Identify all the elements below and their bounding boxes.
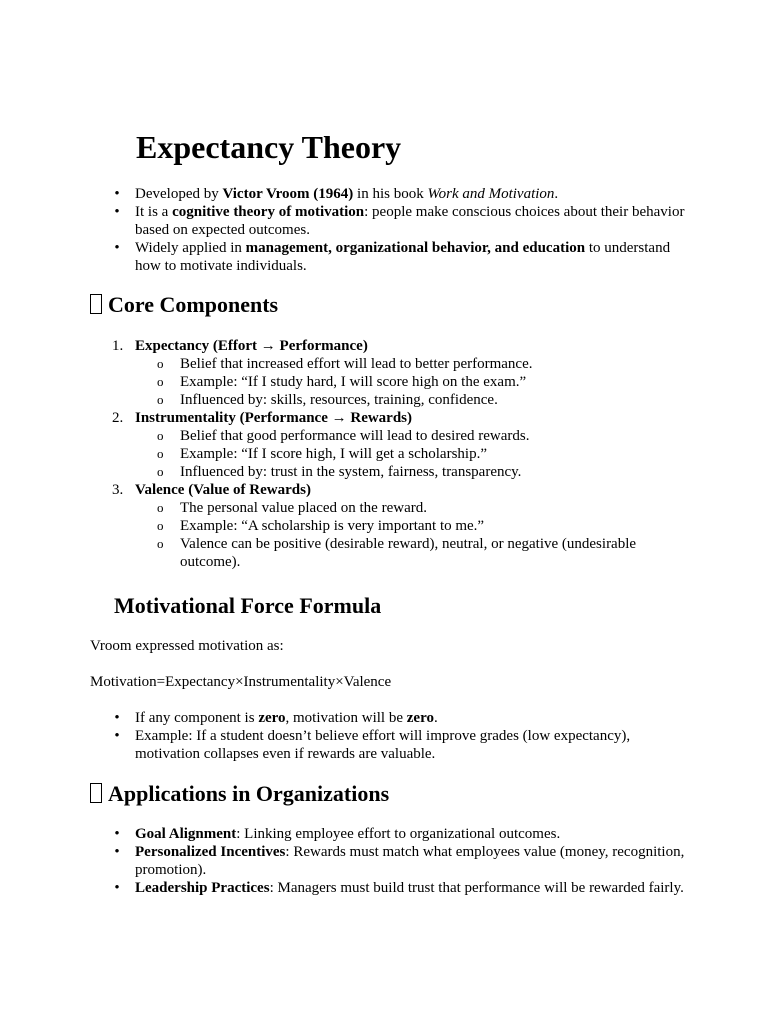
formula-heading: Motivational Force Formula xyxy=(114,593,382,618)
sub-bullet-icon: o xyxy=(157,356,164,371)
sub-list xyxy=(135,355,690,409)
list-item: • Developed by Victor Vroom (1964) in his book Work and Motivation. xyxy=(90,185,690,203)
list-item: • Goal Alignment: Linking employee effort to organizational outcomes. xyxy=(90,825,690,843)
sub-bullet-icon: o xyxy=(157,518,164,533)
sub-list-item: o Belief that good performance will lead to desired rewards. xyxy=(157,428,530,444)
sub-list-item: o Belief that increased effort will lead to better performance. xyxy=(157,356,533,372)
missing-glyph-icon xyxy=(90,294,102,314)
sub-bullet-icon: o xyxy=(157,374,164,389)
applications-list xyxy=(90,825,690,897)
sub-bullet-icon: o xyxy=(157,446,164,461)
sub-list xyxy=(135,427,690,481)
component-label: Valence (Value of Rewards) xyxy=(135,482,311,498)
core-components-heading: Core Components xyxy=(90,291,278,319)
sub-bullet-icon: o xyxy=(157,536,164,551)
list-item: • Widely applied in management, organizational behavior, and education to understand how to motivate individuals. xyxy=(90,239,690,275)
list-item: 3. Valence (Value of Rewards) o The personal value placed on the reward. o Example: “A scholarship is very important to me.” o Valence can be positive (desirable reward), neutral, or negative (undesirable outcome). xyxy=(90,481,690,571)
sub-list-item: o Example: “If I study hard, I will score high on the exam.” xyxy=(157,374,527,390)
component-label: Expectancy (Effort → Performance) xyxy=(135,338,368,354)
bullet-icon: • xyxy=(114,826,120,842)
list-item: • Leadership Practices: Managers must build trust that performance will be rewarded fairly. xyxy=(90,879,690,897)
sub-bullet-icon: o xyxy=(157,464,164,479)
list-item: 1. Expectancy (Effort → Performance) o Belief that increased effort will lead to better performance. o Example: “If I study hard, I will score high on the exam.” o Influenced by: skills, resources, training, confidence. xyxy=(90,337,690,409)
page-title: Expectancy Theory xyxy=(136,129,402,165)
missing-glyph-icon xyxy=(90,783,102,803)
sub-list-item: o Influenced by: skills, resources, training, confidence. xyxy=(157,392,498,408)
sub-list-item: o Valence can be positive (desirable reward), neutral, or negative (undesirable outcome). xyxy=(157,536,637,570)
formula-list xyxy=(90,709,690,763)
list-item: 2. Instrumentality (Performance → Rewards) o Belief that good performance will lead to desired rewards. o Example: “If I score high, I will get a scholarship.” o Influenced by: trust in the system, fairness, transparency. xyxy=(90,409,690,481)
intro-list xyxy=(90,185,690,275)
sub-list-item: o Example: “A scholarship is very important to me.” xyxy=(157,518,485,534)
bullet-icon: • xyxy=(114,728,120,744)
sub-bullet-icon: o xyxy=(157,392,164,407)
sub-list-item: o Example: “If I score high, I will get a scholarship.” xyxy=(157,446,487,462)
list-item: • Personalized Incentives: Rewards must match what employees value (money, recognition, promotion). xyxy=(90,843,690,879)
bullet-icon: • xyxy=(114,204,120,220)
sub-bullet-icon: o xyxy=(157,428,164,443)
bullet-icon: • xyxy=(114,240,120,256)
list-item: • Example: If a student doesn’t believe effort will improve grades (low expectancy), motivation collapses even if rewards are valuable. xyxy=(90,727,690,763)
list-item: • If any component is zero, motivation will be zero. xyxy=(90,709,690,727)
sub-list-item: o The personal value placed on the reward. xyxy=(157,500,427,516)
bullet-icon: • xyxy=(114,186,120,202)
formula-lead: Vroom expressed motivation as: xyxy=(90,638,284,654)
formula-equation: Motivation=Expectancy×Instrumentality×Valence xyxy=(90,674,392,690)
list-item: • It is a cognitive theory of motivation: people make conscious choices about their behavior based on expected outcomes. xyxy=(90,203,690,239)
applications-heading: Applications in Organizations xyxy=(90,780,389,808)
bullet-icon: • xyxy=(114,844,120,860)
core-components-list xyxy=(90,337,690,571)
bullet-icon: • xyxy=(114,880,120,896)
sub-list xyxy=(135,499,690,571)
sub-bullet-icon: o xyxy=(157,500,164,515)
sub-list-item: o Influenced by: trust in the system, fairness, transparency. xyxy=(157,464,522,480)
bullet-icon: • xyxy=(114,710,120,726)
component-label: Instrumentality (Performance → Rewards) xyxy=(135,410,413,426)
